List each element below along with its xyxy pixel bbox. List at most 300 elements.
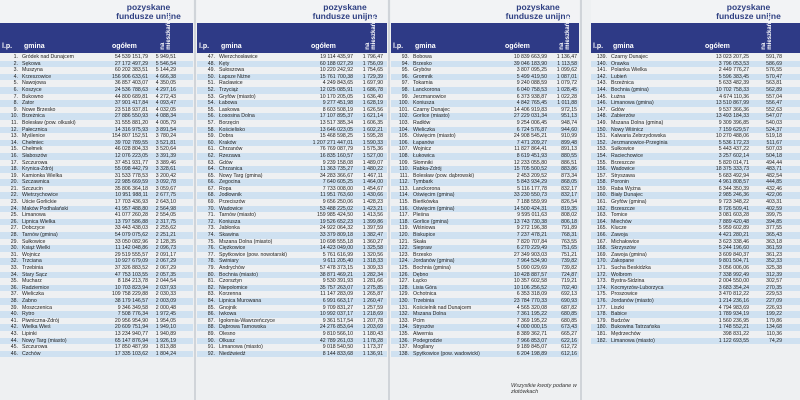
row-gmina: Bochnia (gmina) — [413, 265, 451, 271]
row-gmina: Laskowa — [219, 106, 240, 113]
table-body — [197, 54, 387, 357]
row-gmina: Tomice — [611, 212, 628, 219]
row-per-capita: 365,43 — [766, 232, 782, 239]
row-per-capita: 1 281,66 — [362, 278, 383, 285]
row-lp: 137. — [398, 344, 409, 351]
row-lp: 161. — [596, 199, 607, 206]
row-gmina: Szczawnica — [22, 179, 50, 186]
row-per-capita: 134,68 — [766, 324, 782, 331]
row-lp: 118. — [399, 218, 409, 225]
row-ogolem: 11 147 283,09 — [320, 291, 353, 298]
row-per-capita: 1 178,28 — [362, 337, 383, 344]
row-per-capita: 692,13 — [561, 291, 577, 298]
table-row — [197, 265, 387, 272]
row-ogolem: 4 000 000,15 — [516, 324, 547, 331]
row-gmina: Grybów — [413, 67, 431, 74]
table-row — [197, 232, 387, 239]
table-row — [591, 94, 800, 101]
row-ogolem: 6 344 350,39 — [718, 185, 749, 192]
table-row — [0, 232, 193, 239]
row-gmina: Rzezawa — [219, 152, 241, 159]
row-lp: 18. — [10, 166, 18, 173]
row-per-capita: 832,17 — [561, 185, 577, 192]
row-gmina: Gdów — [611, 106, 625, 113]
table-row — [591, 61, 800, 68]
row-ogolem: 10 170 205,05 — [319, 93, 353, 100]
table-row — [0, 252, 193, 259]
row-gmina: Biskupice — [413, 232, 436, 239]
table-row — [197, 192, 387, 199]
row-lp: 21. — [10, 185, 18, 192]
row-lp: 154. — [596, 152, 607, 159]
row-ogolem: 3 796 053,53 — [718, 60, 749, 67]
row-lp: 33. — [10, 265, 18, 271]
row-gmina: Tarnów (gmina) — [22, 232, 58, 239]
row-gmina: Dobra — [219, 133, 234, 140]
row-gmina: Słomniki — [413, 159, 433, 166]
row-ogolem: 8 619 451,93 — [516, 152, 547, 159]
row-gmina: Przeciszów — [219, 199, 246, 206]
table-row — [0, 80, 193, 87]
row-per-capita: 1 756,09 — [362, 60, 383, 67]
table-row — [591, 54, 800, 61]
row-lp: 138. — [398, 350, 409, 357]
table-row — [0, 344, 193, 351]
row-per-capita: 3 389,46 — [155, 159, 176, 166]
row-gmina: Zegocina — [219, 179, 241, 186]
row-ogolem: 14 500 424,31 — [513, 205, 547, 212]
row-ogolem: 65 147 876,94 — [114, 337, 148, 344]
table-row — [0, 245, 193, 252]
row-gmina: Bobowa — [413, 54, 432, 60]
table-row — [0, 173, 193, 180]
row-per-capita: 1 940,89 — [155, 330, 176, 337]
row-per-capita: 622,16 — [561, 337, 577, 344]
row-per-capita: 1 626,56 — [362, 106, 383, 113]
table-row — [0, 127, 193, 134]
table-row — [591, 192, 800, 199]
table-row — [591, 173, 800, 180]
table-row — [591, 305, 800, 312]
row-lp: 66. — [207, 179, 215, 186]
row-lp: 157. — [596, 172, 607, 179]
row-ogolem: 27 229 031,34 — [513, 113, 547, 120]
table-row — [391, 166, 579, 173]
header-per-capita: na mieszkańca — [160, 16, 172, 50]
row-gmina: Limanowa (miasto) — [219, 344, 263, 351]
table-row — [0, 160, 193, 167]
row-lp: 65. — [207, 172, 215, 179]
row-lp: 26. — [10, 218, 18, 225]
ranking-panel-2 — [197, 0, 387, 400]
row-per-capita: 3 059,67 — [155, 185, 176, 192]
row-ogolem: 10 702 758,33 — [715, 86, 749, 93]
row-gmina: Ropa — [219, 185, 232, 192]
row-per-capita: 873,34 — [561, 172, 577, 179]
table-row — [591, 318, 800, 325]
table-row — [0, 265, 193, 272]
row-lp: 8. — [13, 100, 18, 107]
table-row — [391, 87, 579, 94]
row-gmina: Ciężkowice — [219, 245, 246, 252]
row-lp: 23. — [10, 199, 18, 206]
table-row — [391, 245, 579, 252]
row-lp: 148. — [596, 113, 607, 120]
row-gmina: Orawka — [611, 60, 629, 67]
header-ogolem: ogółem — [311, 43, 336, 50]
row-gmina: Świniary — [219, 258, 239, 265]
row-lp: 54. — [207, 100, 215, 107]
table-row — [0, 199, 193, 206]
row-ogolem: 10 357 602,58 — [513, 278, 547, 285]
row-lp: 63. — [207, 159, 215, 166]
table-row — [197, 54, 387, 61]
row-per-capita: 2 564,98 — [155, 205, 176, 212]
row-gmina: Kościelnik nad Dunajcem — [413, 304, 472, 311]
row-ogolem: 5 843 934,29 — [516, 179, 547, 186]
table-row — [591, 291, 800, 298]
table-row — [197, 311, 387, 318]
row-ogolem: 22 985 669,59 — [114, 179, 148, 186]
row-ogolem: 19 526 652,23 — [319, 218, 353, 225]
table-row — [591, 265, 800, 272]
row-ogolem: 5 499 419,50 — [516, 73, 547, 80]
row-lp: 122. — [398, 245, 409, 252]
row-gmina: Zawoja — [611, 232, 628, 239]
table-body — [391, 54, 579, 357]
row-ogolem: 9 189 845,07 — [516, 344, 547, 351]
table-row — [391, 272, 579, 279]
row-per-capita: 556,47 — [766, 100, 782, 107]
table-row — [0, 311, 193, 318]
row-gmina: Maków Podhalański — [22, 205, 69, 212]
row-ogolem: 14 316 975,93 — [114, 126, 148, 133]
row-lp: 142. — [596, 73, 607, 80]
table-row — [591, 206, 800, 213]
table-row — [0, 166, 193, 173]
row-lp: 95. — [401, 67, 409, 74]
row-ogolem: 7 640 605,25 — [322, 179, 353, 186]
row-per-capita: 948,74 — [561, 119, 577, 126]
row-per-capita: 302,57 — [766, 278, 782, 285]
row-per-capita: 1 275,85 — [362, 284, 383, 291]
row-lp: 121. — [398, 238, 409, 245]
table-row — [197, 351, 387, 358]
row-ogolem: 13 646 023,05 — [319, 126, 353, 133]
row-gmina: Wojnicz — [413, 146, 432, 153]
row-per-capita: 1 318,33 — [362, 258, 383, 265]
row-per-capita: 944,60 — [561, 126, 577, 133]
row-per-capita: 3 200,42 — [155, 172, 176, 179]
row-ogolem: 14 406 919,83 — [513, 106, 547, 113]
row-per-capita: 2 067,29 — [155, 258, 176, 265]
table-row — [391, 311, 579, 318]
row-per-capita: 951,13 — [561, 113, 577, 120]
row-lp: 172. — [596, 271, 607, 278]
panel-title-line1: pozyskane — [516, 2, 560, 12]
row-gmina: Nawojowa — [22, 80, 46, 87]
row-gmina: Spytkowice (pow. nowotarski) — [219, 251, 288, 258]
row-per-capita: 1 972,45 — [155, 311, 176, 318]
row-ogolem: 7 369 195,22 — [516, 317, 547, 324]
row-ogolem: 1 122 693,55 — [718, 337, 749, 344]
row-per-capita: 557,04 — [766, 93, 782, 100]
table-row — [391, 186, 579, 193]
row-per-capita: 1 260,47 — [362, 297, 383, 304]
table-row — [0, 61, 193, 68]
row-lp: 156. — [596, 166, 607, 173]
row-ogolem: 5 761 616,99 — [322, 251, 353, 258]
row-per-capita: 2 677,75 — [155, 192, 176, 199]
row-per-capita: 4 032,05 — [155, 106, 176, 113]
row-per-capita: 1 454,67 — [362, 185, 383, 192]
row-per-capita: 3 520,64 — [155, 146, 176, 153]
row-gmina: Limanowa (gmina) — [611, 100, 654, 107]
row-lp: 15. — [10, 146, 18, 153]
row-lp: 19. — [10, 172, 18, 179]
table-row — [591, 232, 800, 239]
row-gmina: Kraków — [219, 139, 237, 146]
table-row — [591, 127, 800, 134]
table-row — [591, 140, 800, 147]
row-gmina: Limanowa (miasto) — [611, 337, 655, 344]
row-per-capita: 791,89 — [561, 225, 577, 232]
row-gmina: Biały Dunajec — [611, 192, 643, 199]
table-row — [391, 351, 579, 358]
row-gmina: Siepraw — [413, 245, 432, 252]
table-row — [591, 324, 800, 331]
row-gmina: Wierzchosławice — [219, 54, 258, 60]
row-per-capita: 690,93 — [561, 297, 577, 304]
panel-title-line2: fundusze unijne — [716, 11, 781, 21]
row-per-capita: 504,18 — [766, 152, 782, 159]
row-ogolem: 38 179 146,57 — [114, 297, 148, 304]
table-row — [197, 212, 387, 219]
row-lp: 75. — [207, 238, 215, 245]
row-gmina: Skała — [413, 238, 426, 245]
row-lp: 163. — [596, 212, 607, 219]
row-lp: 168. — [596, 245, 607, 252]
table-row — [591, 239, 800, 246]
row-ogolem: 39 702 789,55 — [114, 139, 148, 146]
row-gmina: Niepołomice — [219, 284, 248, 291]
table-row — [197, 278, 387, 285]
row-gmina: Jordanów (miasto) — [611, 297, 654, 304]
row-per-capita: 1 087,01 — [556, 73, 577, 80]
table-row — [0, 278, 193, 285]
row-ogolem: 10 428 887,57 — [513, 271, 547, 278]
row-per-capita: 739,82 — [561, 265, 577, 271]
row-per-capita: 1 636,40 — [362, 93, 383, 100]
row-gmina: Tarnów (miasto) — [219, 212, 256, 219]
row-ogolem: 10 951 988,11 — [115, 192, 148, 199]
row-lp: 1. — [13, 54, 18, 60]
row-ogolem: 5 683 492,94 — [718, 172, 749, 179]
row-per-capita: 524,37 — [766, 126, 782, 133]
row-gmina: Lipnica Murowana — [219, 297, 262, 304]
row-lp: 35. — [10, 278, 18, 285]
row-per-capita: 3 092,78 — [155, 179, 176, 186]
table-row — [391, 160, 579, 167]
row-per-capita: 899,48 — [561, 139, 577, 146]
row-lp: 22. — [10, 192, 18, 199]
row-per-capita: 1 606,35 — [362, 119, 383, 126]
row-per-capita: 483,71 — [766, 166, 782, 173]
row-lp: 52. — [207, 86, 215, 93]
row-gmina: Gnojnik — [219, 304, 237, 311]
row-lp: 53. — [207, 93, 215, 100]
table-row — [391, 298, 579, 305]
row-lp: 159. — [596, 185, 607, 192]
row-gmina: Krzeszowice — [22, 73, 52, 80]
row-per-capita: 3 328,61 — [155, 166, 176, 173]
row-ogolem: 35 806 364,18 — [114, 185, 148, 192]
row-per-capita: 1 729,39 — [362, 73, 383, 80]
row-per-capita: 1 320,56 — [362, 251, 383, 258]
row-lp: 147. — [596, 106, 607, 113]
row-ogolem: 38 871 469,21 — [319, 271, 353, 278]
row-per-capita: 3 891,54 — [155, 126, 176, 133]
table-row — [197, 239, 387, 246]
row-gmina: Tokarnia — [413, 80, 433, 87]
row-lp: 50. — [207, 73, 215, 80]
row-gmina: Niedźwiedź — [219, 350, 246, 357]
row-lp: 32. — [10, 258, 18, 265]
row-per-capita: 1 207,78 — [362, 317, 383, 324]
row-ogolem: 7 820 707,84 — [516, 238, 547, 245]
row-per-capita: 719,21 — [561, 278, 577, 285]
table-row — [391, 291, 579, 298]
table-row — [197, 127, 387, 134]
row-per-capita: 1 423,21 — [362, 205, 383, 212]
row-lp: 109. — [398, 159, 409, 166]
row-per-capita: 4 272,43 — [155, 93, 176, 100]
row-lp: 143. — [596, 80, 607, 87]
row-lp: 141. — [596, 67, 607, 74]
row-per-capita: 819,35 — [561, 205, 577, 212]
row-lp: 86. — [207, 311, 215, 318]
row-lp: 79. — [207, 265, 215, 271]
row-ogolem: 15 468 598,25 — [319, 133, 353, 140]
table-row — [197, 245, 387, 252]
row-ogolem: 12 025 085,91 — [319, 86, 353, 93]
table-row — [197, 272, 387, 279]
row-lp: 47. — [207, 54, 215, 60]
row-gmina: Igołomia-Wawrzeńczyce — [219, 317, 276, 324]
row-lp: 167. — [596, 238, 607, 245]
row-per-capita: 5 144,29 — [155, 67, 176, 74]
row-lp: 96. — [401, 73, 409, 80]
table-row — [0, 258, 193, 265]
row-ogolem: 13 234 940,77 — [114, 330, 148, 337]
table-row — [391, 146, 579, 153]
row-lp: 76. — [207, 245, 215, 252]
row-ogolem: 10 992 037,17 — [319, 311, 353, 318]
row-ogolem: 37 326 883,52 — [114, 265, 148, 271]
row-ogolem: 17 335 103,62 — [114, 350, 148, 357]
row-per-capita: 2 000,48 — [155, 304, 176, 311]
row-per-capita: 74,29 — [769, 337, 782, 344]
row-per-capita: 511,67 — [766, 139, 782, 146]
row-gmina: Szczurowa — [22, 344, 48, 351]
row-ogolem: 20 609 751,94 — [114, 324, 148, 331]
table-row — [391, 225, 579, 232]
row-per-capita: 394,85 — [766, 218, 782, 225]
row-ogolem: 8 184 213,78 — [117, 278, 148, 285]
row-per-capita: 1 360,27 — [362, 238, 383, 245]
row-ogolem: 9 656 250,06 — [322, 199, 353, 206]
row-lp: 9. — [13, 106, 18, 113]
row-gmina: Oświęcim (miasto) — [413, 133, 456, 140]
row-lp: 105. — [398, 133, 409, 140]
row-lp: 64. — [207, 166, 215, 173]
row-per-capita: 1 926,19 — [155, 337, 176, 344]
row-per-capita: 199,22 — [766, 311, 782, 318]
row-gmina: Łapsze Niżne — [219, 73, 251, 80]
table-row — [197, 298, 387, 305]
row-per-capita: 910,99 — [561, 133, 577, 140]
row-per-capita: 432,46 — [766, 185, 782, 192]
table-row — [0, 107, 193, 114]
row-lp: 83. — [207, 291, 215, 298]
row-ogolem: 4 249 843,65 — [322, 80, 353, 87]
table-row — [391, 305, 579, 312]
row-lp: 174. — [596, 284, 607, 291]
row-lp: 11. — [11, 119, 18, 126]
table-row — [197, 219, 387, 226]
row-gmina: Raba Wyżna — [611, 185, 641, 192]
table-row — [391, 318, 579, 325]
row-ogolem: 20 956 954,90 — [114, 317, 148, 324]
row-lp: 25. — [10, 212, 18, 219]
row-gmina: Trzebinia — [413, 297, 435, 304]
row-gmina: Gorlice (gmina) — [413, 218, 449, 225]
table-row — [591, 285, 800, 292]
row-gmina: Lanckorona — [413, 86, 441, 93]
table-row — [391, 338, 579, 345]
panel-title-line2: fundusze unijne — [312, 11, 378, 21]
row-ogolem: 9 530 391,93 — [322, 278, 353, 285]
row-lp: 55. — [207, 106, 215, 113]
table-row — [391, 100, 579, 107]
table-row — [0, 272, 193, 279]
row-lp: 165. — [596, 225, 607, 232]
row-ogolem: 9 611 205,40 — [323, 258, 353, 265]
row-per-capita: 702,40 — [561, 284, 577, 291]
row-per-capita: 1 397,59 — [362, 225, 383, 232]
row-per-capita: 808,02 — [561, 212, 577, 219]
header-gmina: gmina — [221, 43, 242, 50]
row-lp: 80. — [207, 271, 215, 278]
row-per-capita: 1 813,88 — [155, 344, 176, 351]
table-row — [391, 331, 579, 338]
row-lp: 70. — [207, 205, 215, 212]
row-lp: 39. — [10, 304, 18, 311]
row-lp: 46. — [10, 350, 18, 357]
row-lp: 106. — [398, 139, 409, 146]
row-gmina: Gdów — [219, 159, 233, 166]
row-lp: 6. — [13, 86, 18, 93]
row-lp: 97. — [401, 80, 409, 87]
row-per-capita: 422,06 — [766, 192, 782, 199]
row-per-capita: 1 136,47 — [556, 54, 577, 60]
table-row — [0, 318, 193, 325]
row-lp: 74. — [207, 232, 215, 239]
row-ogolem: 9 272 196,38 — [516, 225, 547, 232]
row-lp: 127. — [398, 278, 409, 285]
table-row — [197, 80, 387, 87]
row-per-capita: 751,21 — [561, 251, 577, 258]
